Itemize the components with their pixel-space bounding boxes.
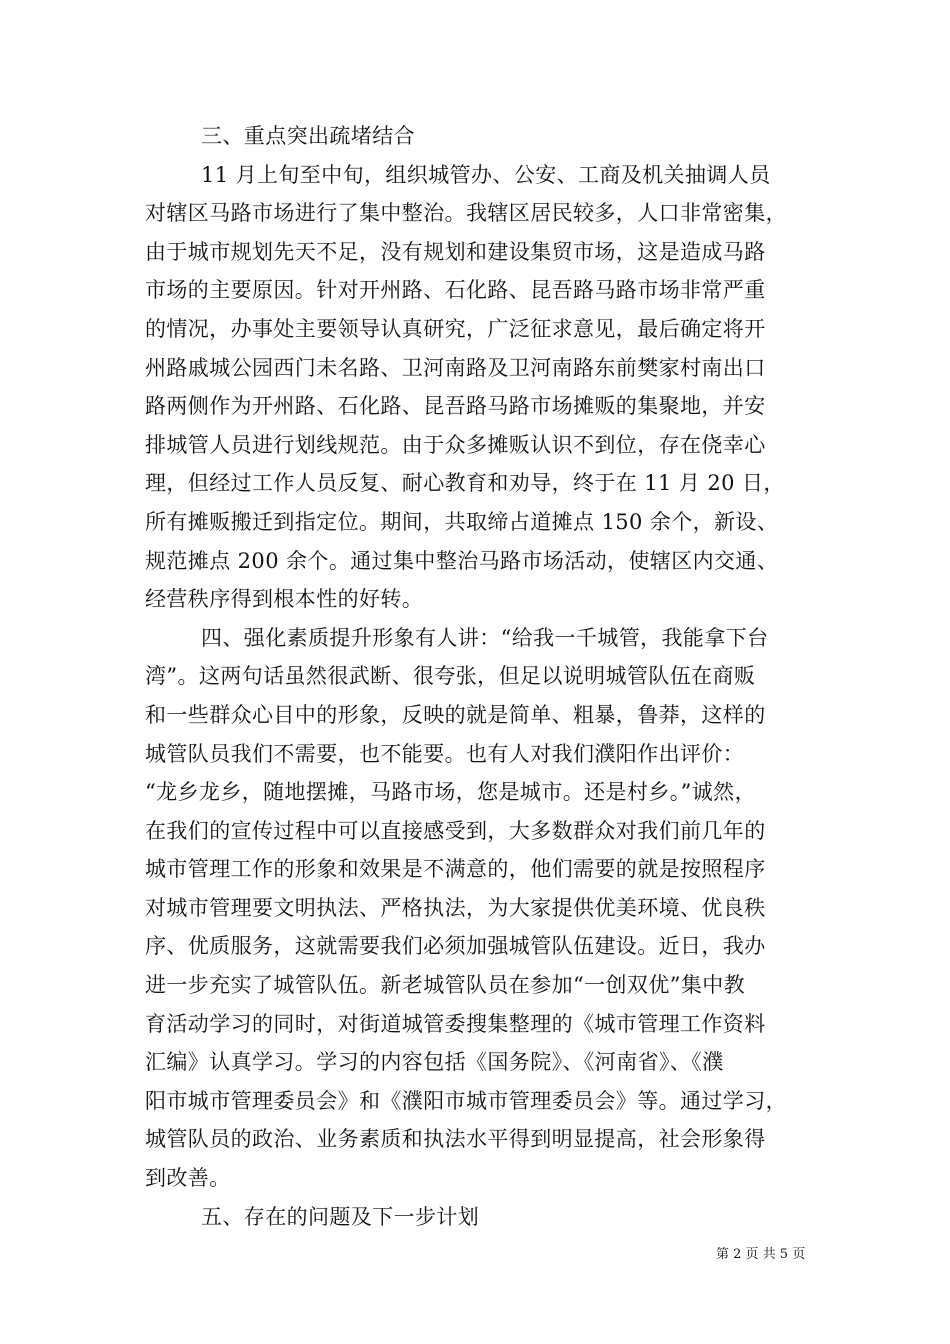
text-line: 育活动学习的同时，对街道城管委搜集整理的《城市管理工作资料 <box>145 1011 766 1036</box>
text-line: 和一些群众心目中的形象，反映的就是简单、粗暴，鲁莽，这样的 <box>145 702 766 727</box>
text-line: 湾”。这两句话虽然很武断、很夸张，但足以说明城管队伍在商贩 <box>145 664 756 689</box>
text-line: 11 月上旬至中旬，组织城管办、公安、工商及机关抽调人员 <box>201 162 771 187</box>
text-line: 所有摊贩搬迁到指定位。期间，共取缔占道摊点 150 余个，新设、 <box>145 509 779 534</box>
text-line: “龙乡龙乡，随地摆摊，马路市场，您是城市。还是村乡。”诚然， <box>145 780 756 805</box>
text-line: 经营秩序得到根本性的好转。 <box>145 587 424 612</box>
section-heading-three: 三、重点突出疏堵结合 <box>201 124 415 148</box>
text-line: 的情况，办事处主要领导认真研究，广泛征求意见，最后确定将开 <box>145 316 766 341</box>
text-line: 城管队员我们不需要，也不能要。也有人对我们濮阳作出评价： <box>145 741 745 766</box>
document-body <box>145 117 825 1236</box>
text-line: 城市管理工作的形象和效果是不满意的，他们需要的就是按照程序 <box>145 857 766 882</box>
text-line: 进一步充实了城管队伍。新老城管队员在参加“一创双优”集中教 <box>145 973 746 998</box>
text-line: 在我们的宣传过程中可以直接感受到，大多数群众对我们前几年的 <box>145 818 766 843</box>
text-line: 规范摊点 200 余个。通过集中整治马路市场活动，使辖区内交通、 <box>145 548 779 573</box>
text-line: 序、优质服务，这就需要我们必须加强城管队伍建设。近日，我办 <box>145 934 766 959</box>
text-line: 州路戚城公园西门未名路、卫河南路及卫河南路东前樊家村南出口 <box>145 355 766 380</box>
text-line: 城管队员的政治、业务素质和执法水平得到明显提高，社会形象得 <box>145 1127 766 1152</box>
text-line: 路两侧作为开州路、石化路、昆吾路马路市场摊贩的集聚地，并安 <box>145 394 766 419</box>
text-line: 市场的主要原因。针对开州路、石化路、昆吾路马路市场非常严重 <box>145 278 766 303</box>
section-heading-four: 四、强化素质提升形象有人讲：“给我一千城管，我能拿下台 <box>201 625 769 650</box>
section-heading-five: 五、存在的问题及下一步计划 <box>201 1204 480 1229</box>
text-line: 排城管人员进行划线规范。由于众多摊贩认识不到位，存在侥幸心 <box>145 432 766 457</box>
text-line: 汇编》认真学习。学习的内容包括《国务院》、《河南省》、《濮 <box>145 1050 724 1075</box>
text-line: 理，但经过工作人员反复、耐心教育和劝导，终于在 11 月 20 日， <box>145 471 785 496</box>
text-line: 到改善。 <box>145 1166 231 1191</box>
text-line: 由于城市规划先天不足，没有规划和建设集贸市场，这是造成马路 <box>145 239 766 264</box>
text-line: 对辖区马路市场进行了集中整治。我辖区居民较多，人口非常密集， <box>145 201 787 226</box>
text-line: 阳市城市管理委员会》和《濮阳市城市管理委员会》等。通过学习， <box>145 1088 787 1113</box>
text-line: 对城市管理要文明执法、严格执法，为大家提供优美环境、优良秩 <box>145 895 766 920</box>
page-number-footer: 第 2 页 共 5 页 <box>716 1247 806 1262</box>
